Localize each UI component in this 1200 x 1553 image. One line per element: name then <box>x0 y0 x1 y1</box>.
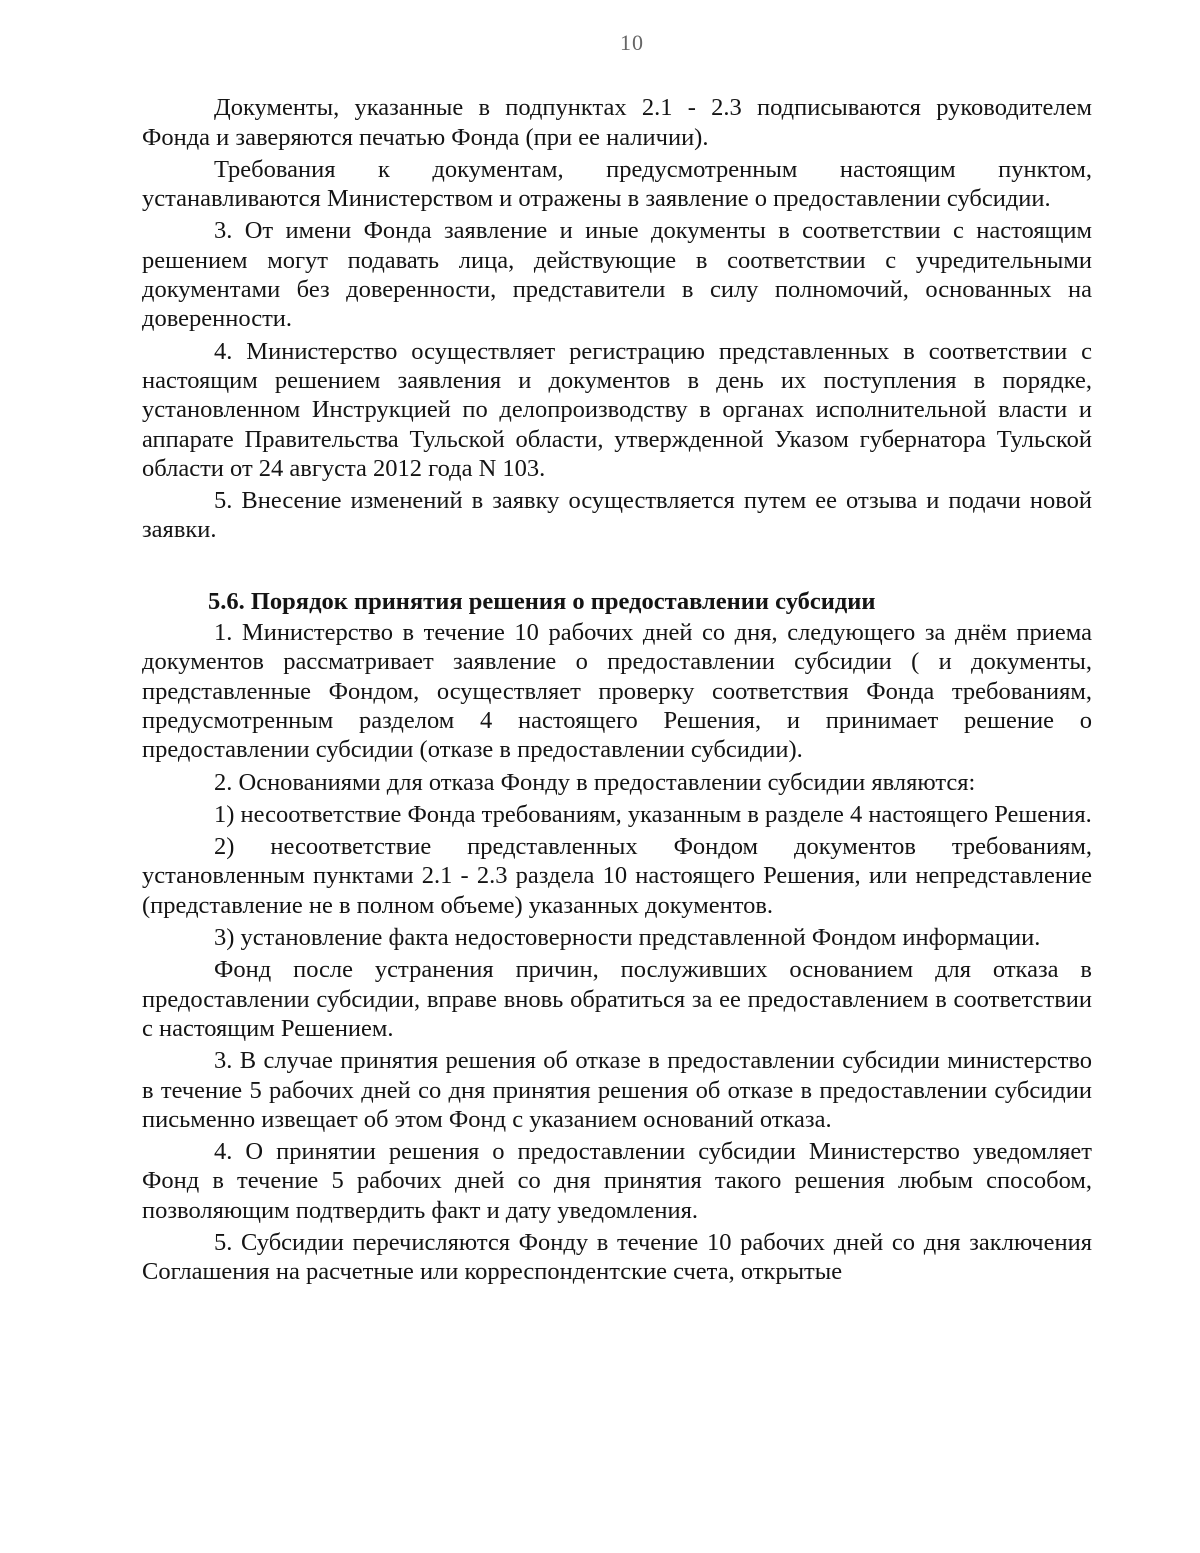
paragraph: 2) несоответствие представленных Фондом документов требованиям, установленным пунктами 2.1 - 2.3 раздела 10 настоящего Решения, или непредставление (представление не в полном объеме) указанных документов. <box>142 833 1092 919</box>
page-number: 10 <box>620 30 644 55</box>
paragraph: Требования к документам, предусмотренным настоящим пунктом, устанавливаются Министерством и отражены в заявление о предоставлении субсидии. <box>142 155 1092 213</box>
paragraph: 3. От имени Фонда заявление и иные документы в соответствии с настоящим решением могут подавать лица, действующие в соответствии с учредительными документами без доверенности, представители в силу полномочий, основанных на доверенности. <box>142 217 1092 333</box>
paragraph: 4. Министерство осуществляет регистрацию представленных в соответствии с настоящим решением заявления и документов в день их поступления в порядке, установленном Инструкцией по делопроизводству в органах исполнительной власти и аппарате Правительства Тульской области, утвержденной Указом губернатора Тульской области от 24 августа 2012 года N 103. <box>142 337 1092 482</box>
paragraph: 1) несоответствие Фонда требованиям, указанным в разделе 4 настоящего Решения. <box>214 800 1092 828</box>
paragraph: 3) установление факта недостоверности представленной Фондом информации. <box>214 924 1041 952</box>
paragraph: 2. Основаниями для отказа Фонду в предоставлении субсидии являются: <box>214 768 976 796</box>
paragraph: 5. Субсидии перечисляются Фонду в течение 10 рабочих дней со дня заключения Соглашения на расчетные или корреспондентские счета, открытые <box>142 1228 1092 1286</box>
paragraph: 4. О принятии решения о предоставлении субсидии Министерство уведомляет Фонд в течение 5 рабочих дней со дня принятия такого решения любым способом, позволяющим подтвердить факт и дату уведомления. <box>142 1138 1092 1224</box>
paragraph: 3. В случае принятия решения об отказе в предоставлении субсидии министерство в течение 5 рабочих дней со дня принятия решения об отказе в предоставлении субсидии письменно извещает об этом Фонд с указанием оснований отказа. <box>142 1047 1092 1133</box>
section-heading: 5.6. Порядок принятия решения о предоставлении субсидии <box>208 587 876 615</box>
paragraph: Фонд после устранения причин, послуживших основанием для отказа в предоставлении субсидии, вправе вновь обратиться за ее предоставлением в соответствии с настоящим Решением. <box>142 956 1092 1042</box>
paragraph: 1. Министерство в течение 10 рабочих дней со дня, следующего за днём приема документов рассматривает заявление о предоставлении субсидии ( и документы, представленные Фондом, осуществляет проверку соответствия Фонда требованиям, предусмотренным разделом 4 настоящего Решения, и принимает решение о предоставлении субсидии (отказе в предоставлении субсидии). <box>142 619 1092 764</box>
paragraph: 5. Внесение изменений в заявку осуществляется путем ее отзыва и подачи новой заявки. <box>142 487 1092 544</box>
paragraph: Документы, указанные в подпунктах 2.1 - 2.3 подписываются руководителем Фонда и заверяются печатью Фонда (при ее наличии). <box>142 94 1092 151</box>
